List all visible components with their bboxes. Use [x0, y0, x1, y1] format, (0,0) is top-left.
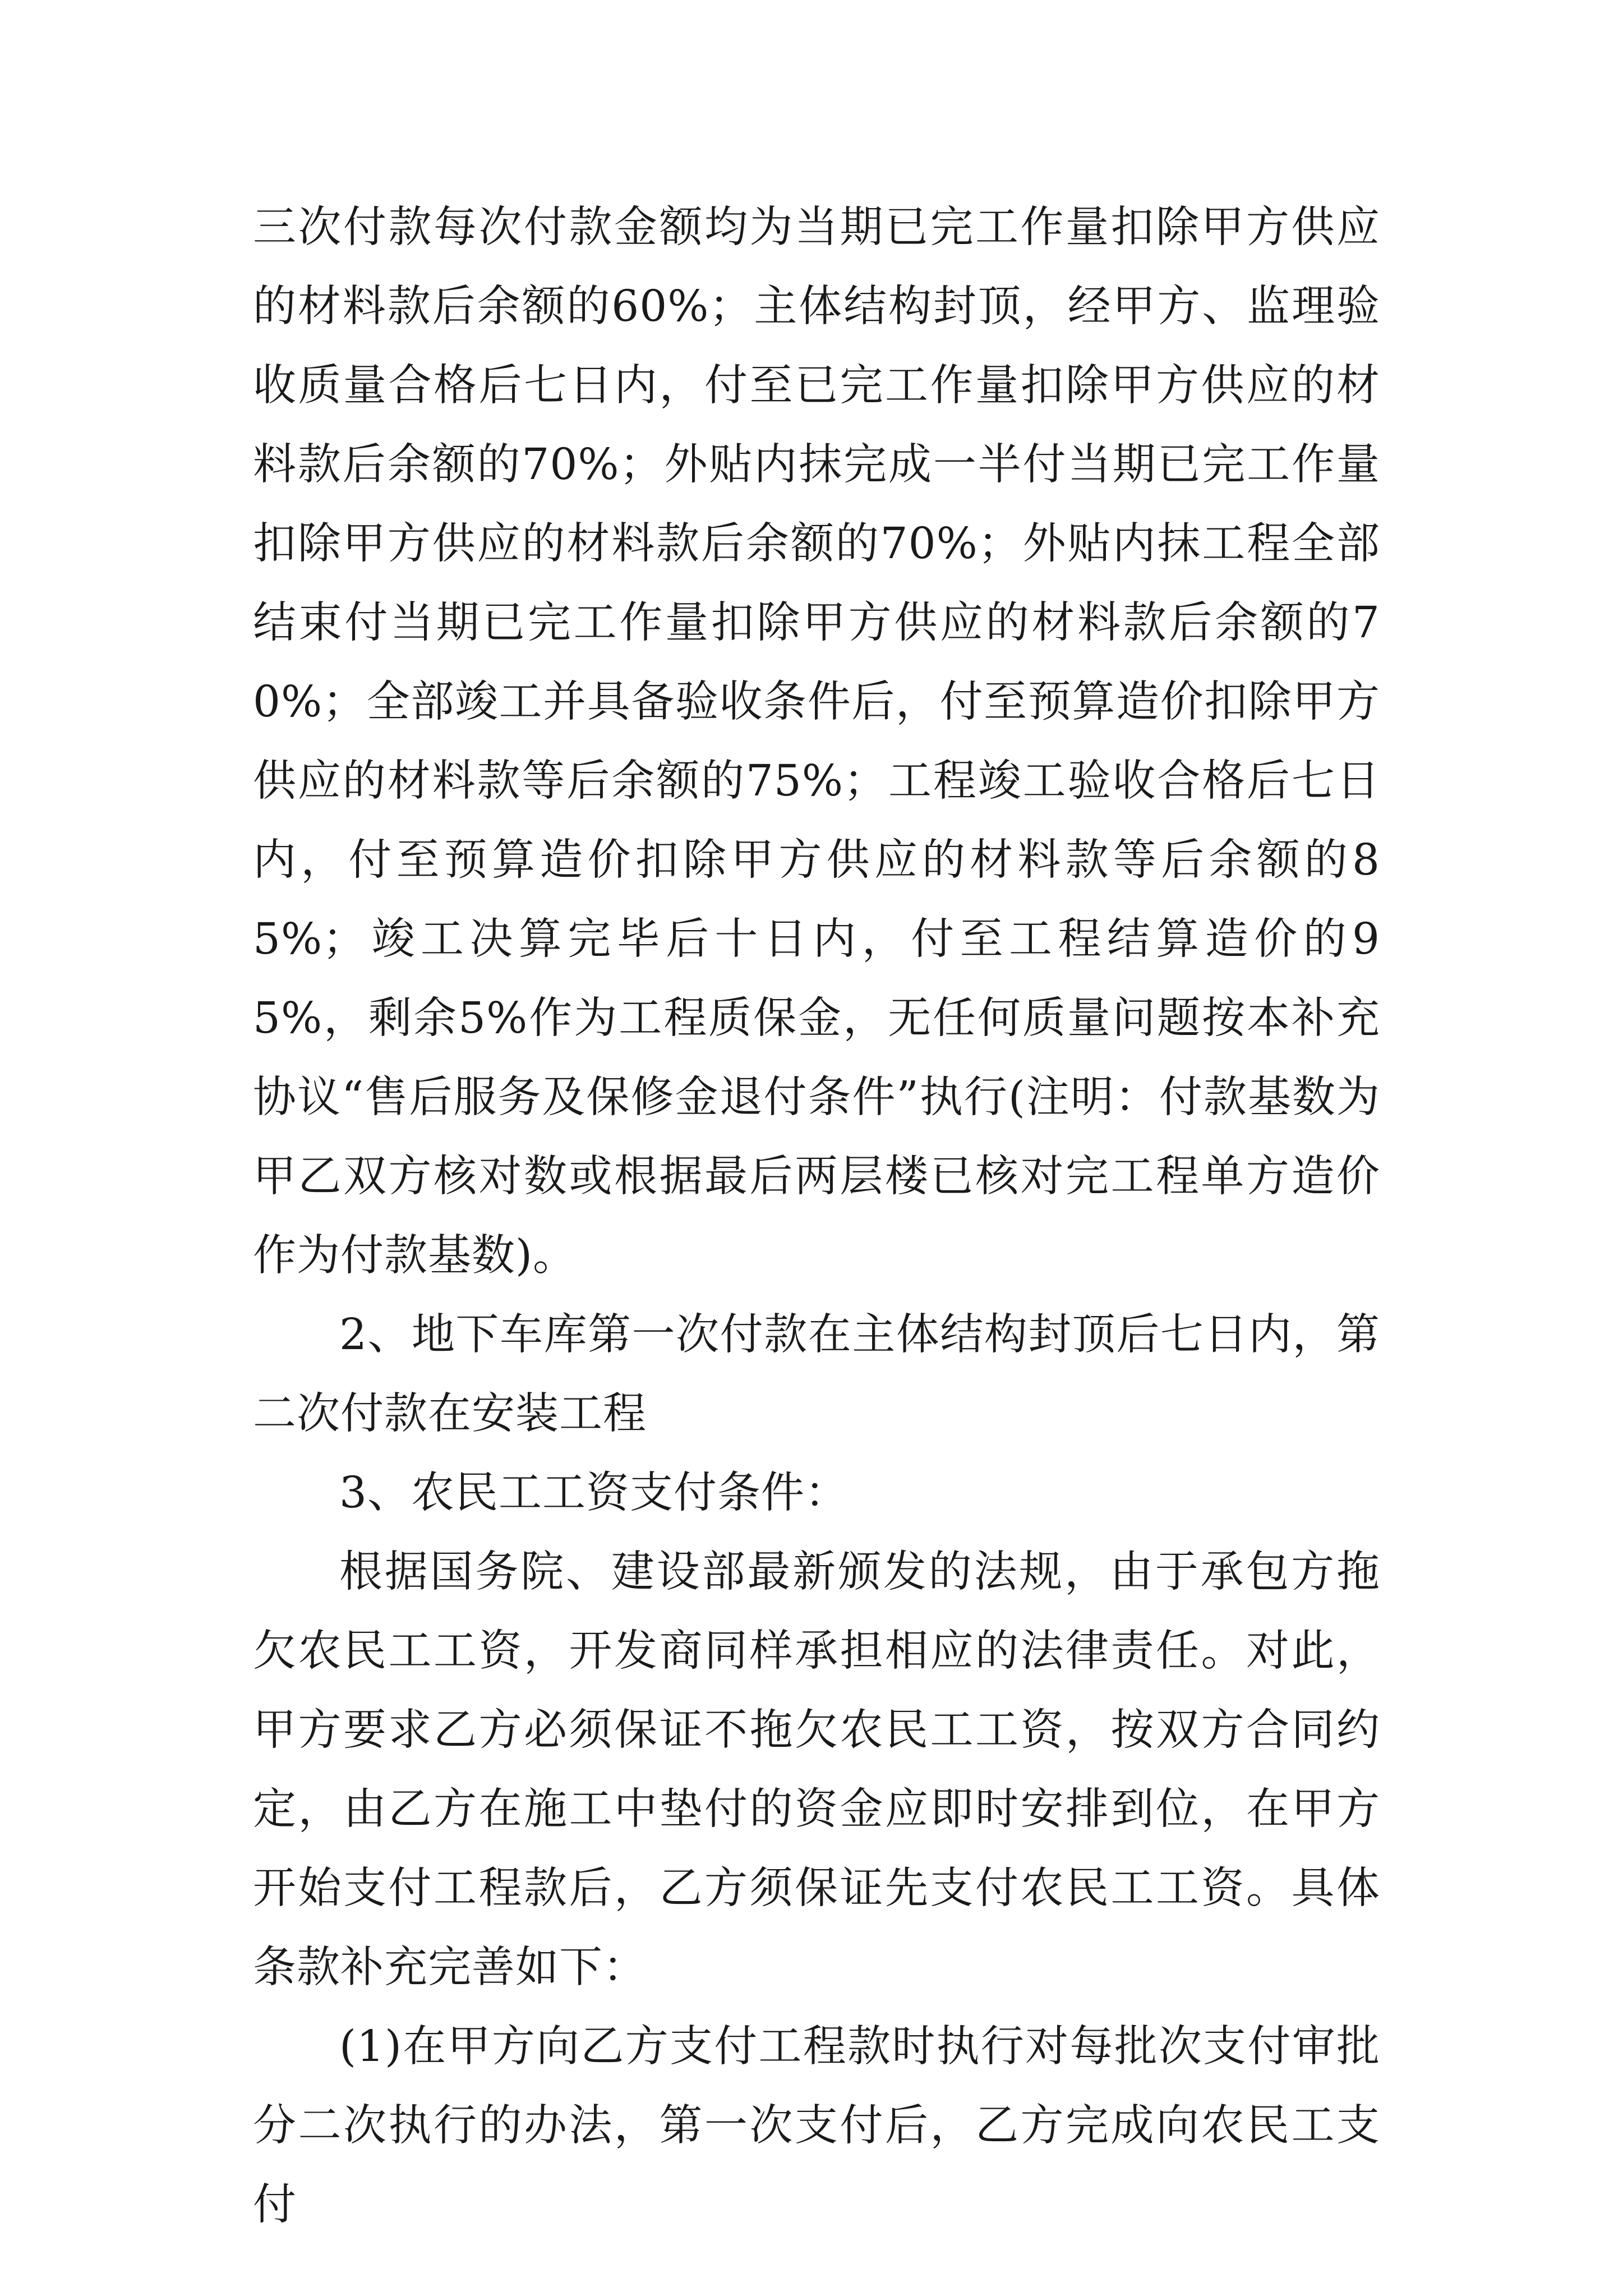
paragraph-wage-clause-1: (1)在甲方向乙方支付工程款时执行对每批次支付审批分二次执行的办法，第一次支付后，乙方完成向农民工支付 [253, 2022, 1380, 2230]
paragraph-garage-payment: 2、地下车库第一次付款在主体结构封顶后七日内，第二次付款在安装工程 [253, 1310, 1380, 1439]
paragraph-wage-conditions-heading: 3、农民工工资支付条件： [339, 1468, 849, 1518]
paragraph-payment-terms: 三次付款每次付款金额均为当期已完工作量扣除甲方供应的材料款后余额的60%；主体结构封顶，经甲方、监理验收质量合格后七日内，付至已完工作量扣除甲方供应的材料款后余额的70%；外贴内抹完成一半付当期已完工作量扣除甲方供应的材料款后余额的70%；外贴内抹工程全部结束付当期已完工作量扣除甲方供应的材料款后余额的70%；全部竣工并具备验收条件后，付至预算造价扣除甲方供应的材料款等后余额的75%；工程竣工验收合格后七日内，付至预算造价扣除甲方供应的材料款等后余额的85%；竣工决算完毕后十日内，付至工程结算造价的95%，剩余5%作为工程质保金，无任何质量问题按本补充协议“售后服务及保修金退付条件”执行(注明：付款基数为甲乙双方核对数或根据最后两层楼已核对完工程单方造价作为付款基数)。 [253, 203, 1380, 1281]
paragraph-wage-conditions-body: 根据国务院、建设部最新颁发的法规，由于承包方拖欠农民工工资，开发商同样承担相应的法律责任。对此，甲方要求乙方必须保证不拖欠农民工工资，按双方合同约定，由乙方在施工中垫付的资金应即时安排到位，在甲方开始支付工程款后，乙方须保证先支付农民工工资。具体条款补充完善如下： [253, 1547, 1380, 1993]
document-body [253, 188, 1380, 2244]
